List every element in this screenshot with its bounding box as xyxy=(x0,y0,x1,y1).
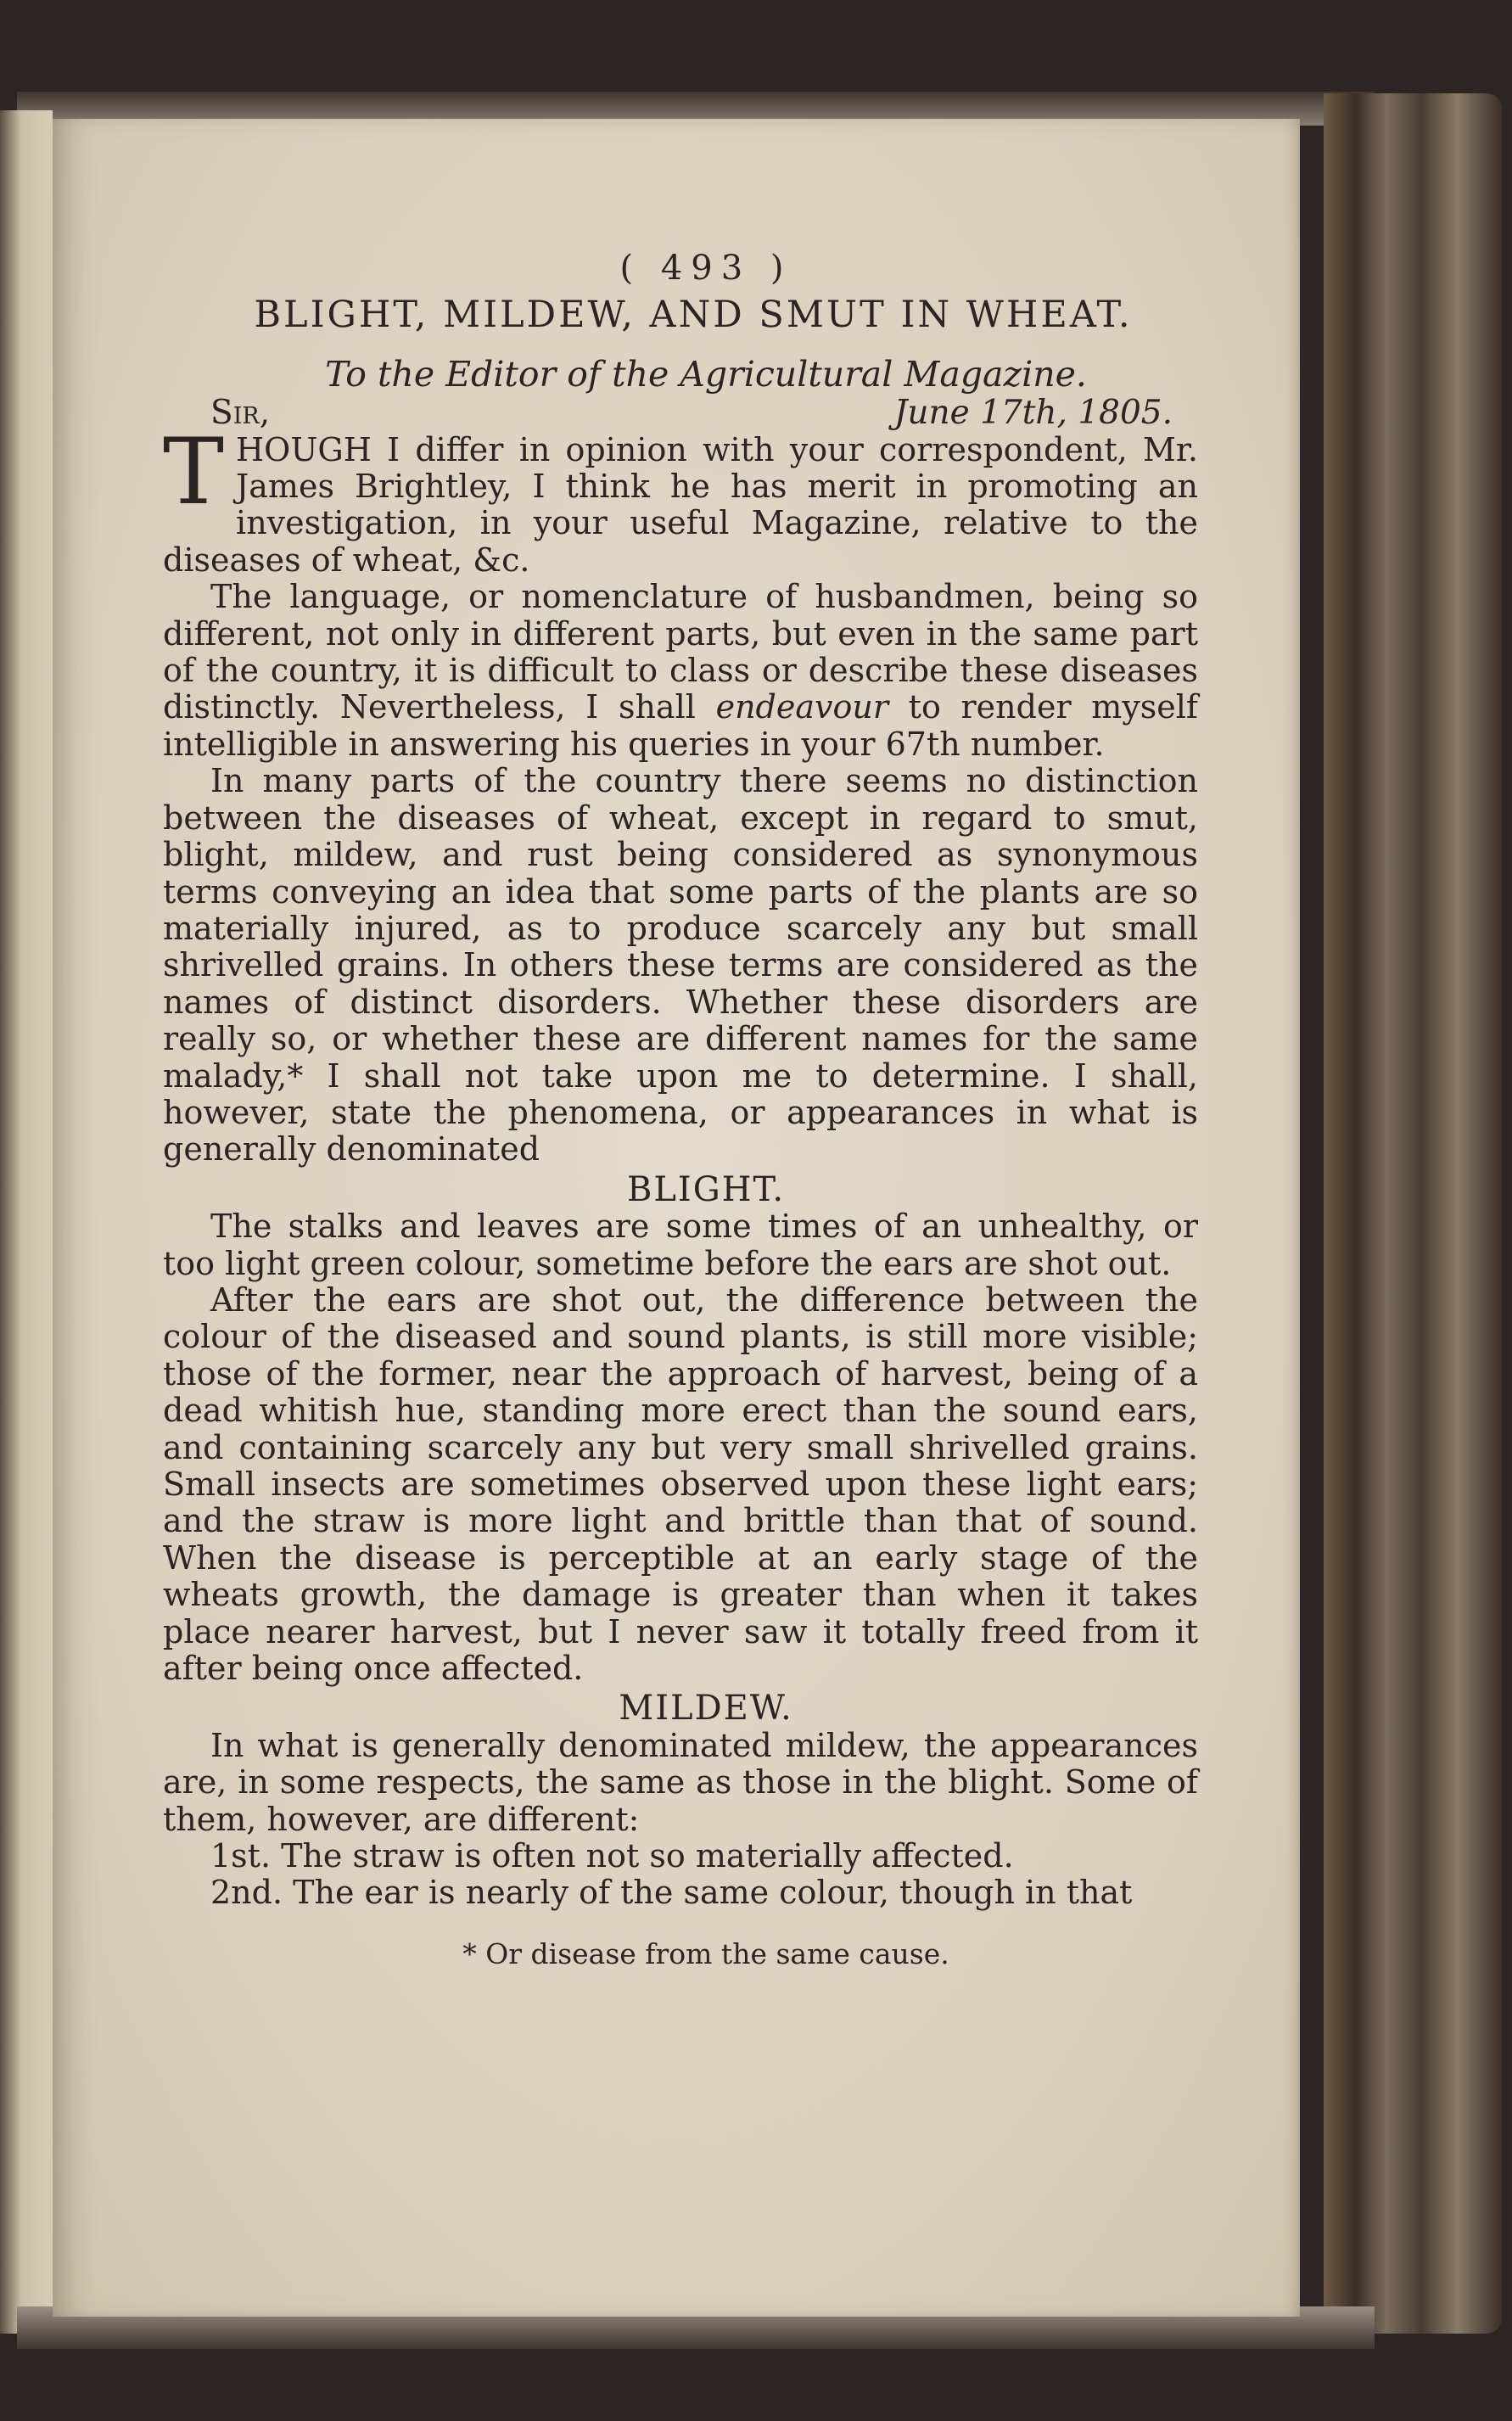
book-page xyxy=(53,119,1300,2317)
page-number: ( 493 ) xyxy=(619,249,792,288)
emphasis-text: endeavour xyxy=(715,688,888,726)
drop-cap: T xyxy=(163,418,225,525)
paragraph-mildew-3: 2nd. The ear is nearly of the same colour, though in that xyxy=(210,1874,1133,1912)
paragraph-nomenclature xyxy=(163,579,1198,763)
heading-mildew: MILDEW. xyxy=(619,1689,793,1729)
book-cover-right xyxy=(1324,93,1502,2334)
salutation: Sir, xyxy=(210,394,271,433)
page-text xyxy=(163,250,1198,1972)
facing-page-edge xyxy=(0,110,53,2334)
paragraph-mildew-1: In what is generally denominated mildew, the appearances are, in some respects, the same as those in the blight. Some of them, however, are different: xyxy=(163,1726,1198,1838)
footnote: * Or disease from the same cause. xyxy=(462,1936,949,1970)
paragraph-text: to render myself intelligible in answering his queries in your 67th number. xyxy=(163,688,1199,763)
intro-text: HOUGH I differ in opinion with your correspondent, Mr. James Brightley, I think he has merit in promoting an investigation, in your useful Magazine, relative to the diseases of wheat, &c. xyxy=(163,430,1198,579)
article-title: BLIGHT, MILDEW, AND SMUT IN WHEAT. xyxy=(254,294,1133,337)
paragraph-text: The language, or nomenclature of husbandmen, being so different, not only in different parts, but even in the same part of the country, it is difficult to class or describe these diseases distinctly. Nevertheless, I shall xyxy=(163,578,1198,726)
letter-address: To the Editor of the Agricultural Magazine. xyxy=(325,353,1087,395)
paragraph-blight-2: After the ears are shot out, the difference between the colour of the diseased and sound plants, is still more visible; those of the former, near the approach of harvest, being of a dead whitish hue, standing more erect than the sound ears, and containing scarcely any but very small shrivelled grains. Small insects are sometimes observed upon these light ears; and the straw is more light and brittle than that of sound. When the disease is perceptible at an early stage of the wheats growth, the damage is greater than when it takes place nearer harvest, but I never saw it totally freed from it after being once affected. xyxy=(163,1281,1198,1688)
paragraph-mildew-2: 1st. The straw is often not so materially affected. xyxy=(210,1837,1014,1875)
paragraph-blight-1: The stalks and leaves are some times of an unhealthy, or too light green colour, sometime before the ears are shot out. xyxy=(163,1208,1198,1282)
intro-paragraph xyxy=(163,418,1198,580)
paragraph-distinction: In many parts of the country there seems no distinction between the diseases of wheat, except in regard to smut, blight, mildew, and rust being considered as synonymous terms conveying an idea that some parts of the plants are so materially injured, as to produce scarcely any but small shrivelled grains. In others these terms are considered as the names of distinct disorders. Whether these disorders are really so, or whether these are different names for the same malady,* I shall not take upon me to determine. I shall, however, state the phenomena, or appearances in what is generally denominated xyxy=(163,762,1198,1168)
letter-date: June 17th, 1805. xyxy=(893,394,1173,433)
heading-blight: BLIGHT. xyxy=(626,1169,786,1209)
salutation-row xyxy=(163,395,1198,431)
